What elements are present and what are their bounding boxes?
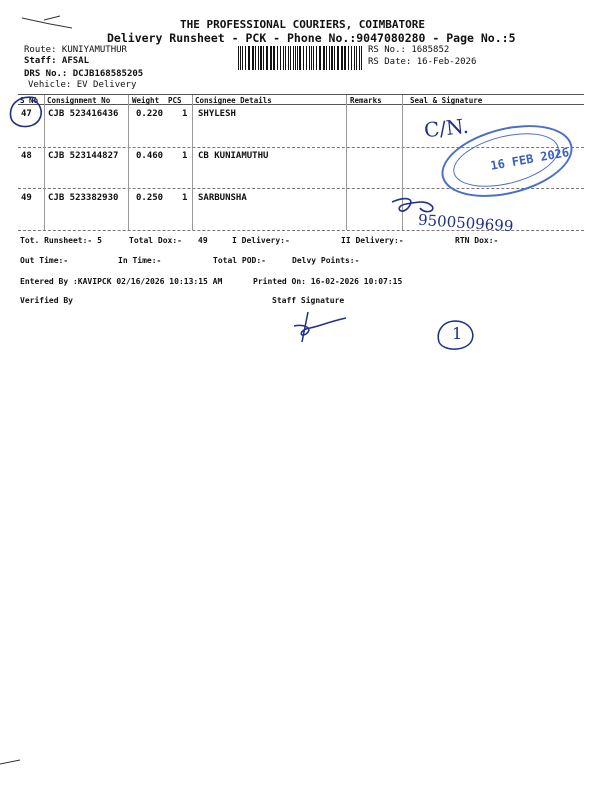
row-consignee: CB KUNIAMUTHU: [198, 151, 269, 161]
row-pcs: 1: [182, 109, 188, 119]
barcode-bar: [285, 46, 286, 70]
page-mark: 1: [452, 324, 463, 343]
barcode-bar: [260, 46, 262, 70]
barcode-bar: [331, 46, 333, 70]
tot-runsheet: Tot. Runsheet:- 5: [20, 236, 102, 245]
staff-label: Staff: AFSAL: [24, 56, 90, 66]
row-consignee: SARBUNSHA: [198, 193, 247, 203]
row-weight: 0.250: [136, 193, 164, 203]
total-pod: Total POD:-: [213, 256, 266, 265]
col-seal-signature: Seal & Signature: [410, 96, 483, 105]
runsheet-subtitle: Delivery Runsheet - PCK - Phone No.:9047080280 - Page No.:5: [107, 31, 516, 45]
barcode: [238, 46, 366, 70]
barcode-bar: [277, 46, 278, 70]
col-consignee: Consignee Details: [195, 96, 272, 105]
row-weight: 0.460: [136, 151, 164, 161]
barcode-bar: [297, 46, 298, 70]
total-dox: Total Dox:-: [129, 236, 182, 245]
col-weight: Weight: [132, 96, 160, 105]
route-label: Route: KUNIYAMUTHUR: [24, 45, 127, 55]
row-pcs: 1: [182, 193, 188, 203]
barcode-bar: [238, 46, 239, 70]
row-consignment: CJB 523382930: [48, 193, 119, 203]
barcode-bar: [351, 46, 352, 70]
barcode-bar: [344, 46, 346, 70]
barcode-bar: [361, 46, 362, 70]
stamp-date: 16 FEB 2026: [489, 145, 571, 173]
row-sno: 49: [21, 193, 32, 203]
handwritten-phone: 9500509699: [417, 210, 514, 236]
barcode-bar: [309, 46, 310, 70]
col-remarks: Remarks: [350, 96, 382, 105]
row-consignee: SHYLESH: [198, 109, 236, 119]
col-sno: S No: [20, 96, 39, 105]
barcode-bar: [295, 46, 296, 70]
barcode-bar: [240, 46, 241, 70]
barcode-bar: [334, 46, 335, 70]
drs-number: DRS No.: DCJB168585205: [24, 69, 144, 79]
vehicle-label: Vehicle: EV Delivery: [28, 80, 137, 90]
i-delivery: I Delivery:-: [232, 236, 290, 245]
barcode-bar: [341, 46, 343, 70]
out-time: Out Time:-: [20, 256, 69, 265]
barcode-bar: [270, 46, 272, 70]
barcode-bar: [293, 46, 294, 70]
barcode-bar: [316, 46, 317, 70]
barcode-bar: [255, 46, 256, 70]
row-weight: 0.220: [136, 109, 164, 119]
barcode-bar: [258, 46, 259, 70]
barcode-bar: [280, 46, 281, 70]
printed-on: Printed On: 16-02-2026 10:07:15: [253, 277, 403, 286]
barcode-bar: [311, 46, 312, 70]
row-consignment: CJB 523144827: [48, 151, 119, 161]
col-pcs: PCS: [168, 96, 182, 105]
company-title: THE PROFESSIONAL COURIERS, COIMBATORE: [180, 18, 426, 31]
barcode-bar: [252, 46, 254, 70]
barcode-bar: [299, 46, 301, 70]
handwritten-cn: C/N.: [422, 113, 470, 143]
barcode-bar: [356, 46, 357, 70]
barcode-bar: [283, 46, 284, 70]
barcode-bar: [263, 46, 264, 70]
verified-by: Verified By: [20, 296, 73, 305]
barcode-bar: [273, 46, 275, 70]
barcode-bar: [348, 46, 349, 70]
staff-signature-scribble: [284, 306, 354, 348]
barcode-bar: [326, 46, 327, 70]
barcode-bar: [359, 46, 360, 70]
entered-by: Entered By :KAVIPCK 02/16/2026 10:13:15 AM: [20, 277, 223, 286]
delvy-points: Delvy Points:-: [292, 256, 360, 265]
barcode-bar: [245, 46, 246, 70]
barcode-bar: [306, 46, 307, 70]
corner-scribble: [20, 14, 75, 32]
barcode-bar: [248, 46, 250, 70]
in-time: In Time:-: [118, 256, 162, 265]
barcode-bar: [337, 46, 339, 70]
barcode-bar: [288, 46, 289, 70]
ii-delivery: II Delivery:-: [341, 236, 404, 245]
barcode-bar: [319, 46, 321, 70]
col-consignment: Consignment No: [47, 96, 111, 105]
barcode-bar: [266, 46, 268, 70]
margin-mark: [0, 756, 24, 766]
barcode-bar: [354, 46, 355, 70]
barcode-bar: [329, 46, 330, 70]
barcode-bar: [323, 46, 325, 70]
rs-number: RS No.: 1685852: [368, 45, 450, 55]
row-pcs: 1: [182, 151, 188, 161]
rs-date: RS Date: 16-Feb-2026: [368, 57, 477, 67]
row-sno: 47: [21, 109, 32, 119]
row-consignment: CJB 523416436: [48, 109, 119, 119]
barcode-bar: [242, 46, 243, 70]
staff-signature-label: Staff Signature: [272, 296, 345, 305]
barcode-bar: [290, 46, 291, 70]
row-sno: 48: [21, 151, 32, 161]
barcode-bar: [303, 46, 304, 70]
dox-count: 49: [198, 236, 208, 245]
rtn-dox: RTN Dox:-: [455, 236, 499, 245]
handwritten-circle: [6, 92, 46, 132]
barcode-bar: [313, 46, 314, 70]
